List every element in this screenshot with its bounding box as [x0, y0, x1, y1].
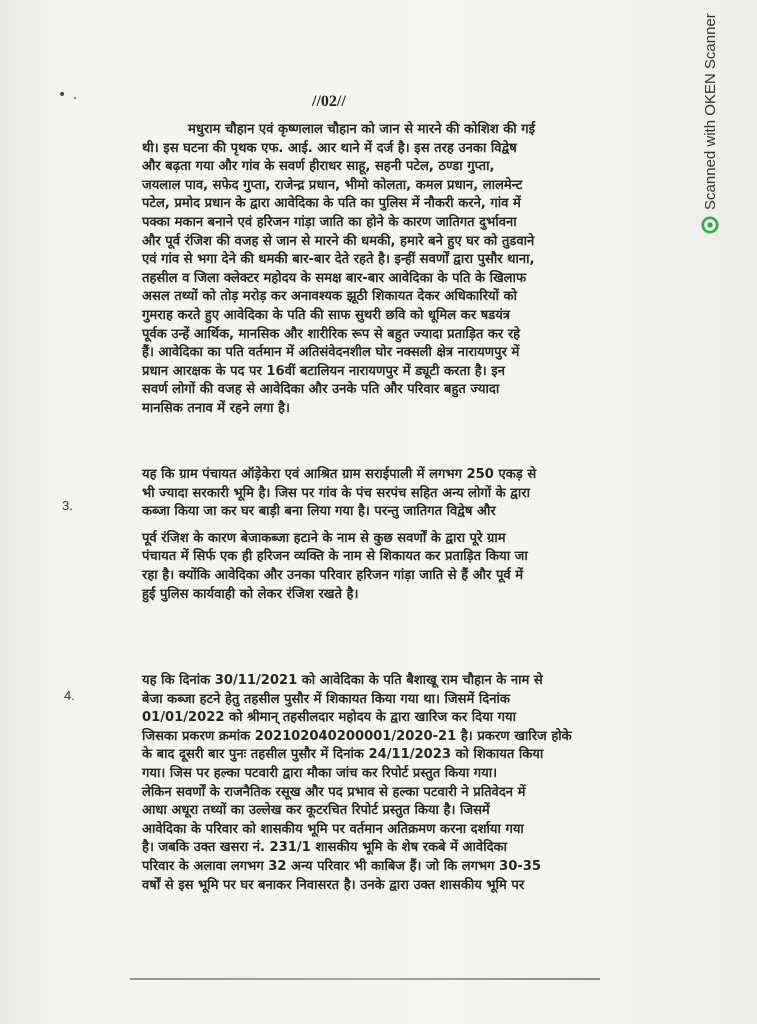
text-line: तहसील व जिला क्लेक्टर महोदय के समक्ष बार-बार आवेदिका के पति के खिलाफ [142, 270, 527, 286]
text-line: है। जबकि उक्त खसरा नं. 231/1 शासकीय भूमि के शेष रकबे में आवेदिका [142, 840, 508, 856]
text-line: लेकिन सवर्णों के राजनैतिक रसूख और पद प्रभाव से हल्का पटवारी ने प्रतिवेदन में [142, 784, 526, 800]
text-line: पूर्वक उन्हें आर्थिक, मानसिक और शारीरिक रूप से बहुत ज्यादा प्रताड़ित कर रहे [142, 326, 521, 342]
text-line: कब्जा किया जा कर घर बाड़ी बना लिया गया है। परन्तु जातिगत विद्वेष और [142, 504, 496, 520]
paragraph-3 [142, 466, 612, 604]
text-line: आधा अधूरा तथ्यों का उल्लेख कर कूटरचित रिपोर्ट प्रस्तुत किया है। जिसमें [142, 803, 490, 819]
text-line: यह कि दिनांक 30/11/2021 को आवेदिका के पति बैशाखू राम चौहान के नाम से [142, 673, 543, 688]
text-line: यह कि ग्राम पंचायत ऑड़ेकेरा एवं आश्रित ग्राम सराईपाली में लगभग 250 एकड़ से [142, 467, 537, 482]
text-line: भी ज्यादा सरकारी भूमि है। जिस पर गांव के पंच सरपंच सहित अन्य लोगों के द्वारा [142, 485, 530, 501]
text-line: वर्षों से इस भूमि पर घर बनाकर निवासरत है। उनके द्वारा उक्त शासकीय भूमि पर [142, 877, 525, 893]
text-line: हैं। आवेदिका का पति वर्तमान में अतिसंवेदनशील घोर नक्सली क्षेत्र नारायणपुर में [142, 345, 520, 361]
text-line: आवेदिका के परिवार को शासकीय भूमि पर वर्तमान अतिक्रमण करना दर्शाया गया [142, 821, 524, 837]
text-line: जयलाल पाव, सफेद गुप्ता, राजेन्द्र प्रधान, भीमो कोलता, कमल प्रधान, लालमेन्ट [142, 177, 523, 193]
text-line: थी। इस घटना की पृथक एफ. आई. आर थाने में दर्ज है। इस तरह उनका विद्वेष [142, 140, 517, 156]
paragraph-4 [142, 672, 612, 895]
text-line: हुई पुलिस कार्यवाही को लेकर रंजिश रखते है। [142, 586, 359, 602]
text-line: सवर्ण लोगों की वजह से आवेदिका और उनके पति और परिवार बहुत ज्यादा [142, 382, 500, 398]
text-line: एवं गांव से भगा देने की धमकी बार-बार देते रहते है। इन्हीं सवर्णों द्वारा पुसौर थाना, [142, 252, 535, 268]
oken-scanner-logo-icon [701, 216, 719, 234]
watermark-text: Scanned with OKEN Scanner [701, 13, 719, 210]
text-line: 01/01/2022 को श्रीमान् तहसीलदार महोदय के द्वारा खारिज कर दिया गया [142, 710, 516, 726]
text-line: और बढ़ता गया और गांव के सवर्ण हीराधर साहू, सहनी पटेल, ठण्डा गुप्ता, [142, 159, 495, 175]
text-line: गुमराह करते हुए आवेदिका के पति की साफ सुथरी छवि को धूमिल कर षडयंत्र [142, 307, 511, 323]
paragraph-2-continuation [142, 121, 612, 419]
text-line: पटेल, प्रमोद प्रधान के द्वारा आवेदिका के पति का पुलिस में नौकरी करने, गांव में [142, 196, 521, 212]
text-line: पंचायत में सिर्फ एक ही हरिजन व्यक्ति के नाम से शिकायत कर प्रताड़ित किया जा [142, 549, 528, 565]
paragraph-number: 4. [64, 688, 75, 703]
text-line: परिवार के अलावा लगभग 32 अन्य परिवार भी काबिज हैं। जो कि लगभग 30-35 [142, 858, 541, 874]
text-line: मानसिक तनाव में रहने लगा है। [142, 400, 290, 416]
text-line: और पूर्व रंजिश की वजह से जान से मारने की धमकी, हमारे बने हुए घर को तुडवाने [142, 233, 535, 249]
page-number: //02// [312, 93, 346, 110]
text-line: रहा है। क्योंकि आवेदिका और उनका परिवार हरिजन गांड़ा जाति से हैं और पूर्व में [142, 567, 524, 583]
text-line: के बाद दूसरी बार पुनः तहसील पुसौर में दिनांक 24/11/2023 को शिकायत किया [142, 747, 544, 763]
text-line: मधुराम चौहान एवं कृष्णलाल चौहान को जान से मारने की कोशिश की गई [188, 122, 536, 137]
scanner-watermark [690, 10, 730, 250]
text-line: पक्का मकान बनाने एवं हरिजन गांड़ा जाति का होने के कारण जातिगत दुर्भावना [142, 214, 517, 230]
page-bottom-edge [130, 978, 600, 980]
text-line: जिसका प्रकरण क्रमांक 202102040200001/2020-21 है। प्रकरण खारिज होके [142, 728, 572, 744]
text-line: बेजा कब्जा हटने हेतु तहसील पुसौर में शिकायत किया गया था। जिसमें दिनांक [142, 691, 510, 707]
text-line: पूर्व रंजिश के कारण बेजाकब्जा हटाने के नाम से कुछ सवर्णों के द्वारा पूरे ग्राम [142, 530, 506, 546]
text-line: असल तथ्यों को तोड़ मरोड़ कर अनावश्यक झूठी शिकायत देकर अधिकारियों को [142, 289, 517, 305]
paragraph-number: 3. [62, 498, 73, 513]
scan-artifact-dots: • . [58, 87, 79, 103]
text-line: प्रधान आरक्षक के पद पर 16वीं बटालियन नारायणपुर में ड्यूटी करता है। इन [142, 363, 505, 379]
text-line: गया। जिस पर हल्का पटवारी द्वारा मौका जांच कर रिपोर्ट प्रस्तुत किया गया। [142, 765, 498, 781]
